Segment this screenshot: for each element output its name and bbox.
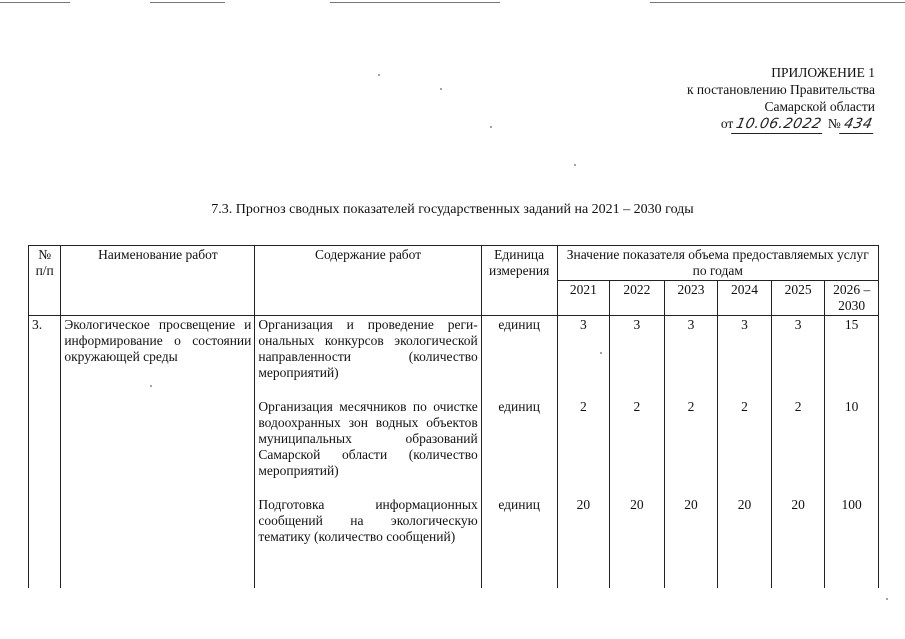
row-value: 3	[610, 316, 665, 399]
header-name: Наименование работ	[61, 246, 255, 316]
scan-speck	[574, 164, 576, 166]
row-value: 100	[825, 496, 879, 588]
row-value: 20	[771, 496, 825, 588]
scan-edge-line	[330, 2, 500, 3]
row-value: 2	[557, 398, 610, 496]
document-title: 7.3. Прогноз сводных показателей государственных заданий на 2021 – 2030 годы	[211, 202, 694, 217]
row-value: 20	[557, 496, 610, 588]
header-unit: Единица измерения	[481, 246, 557, 316]
scan-edge-line	[0, 2, 70, 3]
table-row	[29, 316, 879, 399]
appendix-decree-line: к постановлению Правительства	[686, 82, 875, 97]
forecast-table	[28, 245, 879, 588]
handwritten-date: 10.06.2022	[731, 116, 826, 134]
row-unit: единиц	[481, 496, 557, 588]
scan-speck	[886, 598, 888, 600]
section-num: 3.	[29, 316, 61, 589]
row-value: 20	[718, 496, 772, 588]
header-year: 2021	[557, 281, 610, 316]
header-year: 2022	[610, 281, 665, 316]
scan-edge-line	[150, 2, 225, 3]
row-value: 3	[557, 316, 610, 399]
scan-edge-line	[650, 2, 905, 3]
row-value: 3	[718, 316, 772, 399]
header-year: 2023	[664, 281, 718, 316]
row-value: 20	[610, 496, 665, 588]
header-values-group: Значение показателя объема предоставляемых услуг по годам	[557, 246, 878, 281]
row-content: Организация и проведение региональных конкурсов экологической направленности (количество мероприятий)	[255, 316, 481, 399]
appendix-title: ПРИЛОЖЕНИЕ 1	[771, 65, 875, 80]
scan-speck	[378, 74, 380, 76]
row-value: 20	[664, 496, 718, 588]
row-value: 2	[610, 398, 665, 496]
header-year: 2026 – 2030	[825, 281, 879, 316]
row-value: 2	[718, 398, 772, 496]
row-value: 3	[771, 316, 825, 399]
date-prefix: от	[720, 116, 734, 131]
row-content: Организация месячников по очистке водоохранных зон водных объектов муниципальных образований Самарской области (количество мероприятий)	[255, 398, 481, 496]
row-value: 2	[771, 398, 825, 496]
row-value: 2	[664, 398, 718, 496]
header-num: № п/п	[29, 246, 61, 316]
row-value: 15	[825, 316, 879, 399]
appendix-header	[635, 64, 875, 134]
scan-speck	[440, 88, 442, 90]
row-unit: единиц	[481, 316, 557, 399]
handwritten-number: 434	[839, 116, 877, 134]
row-content: Подготовка информационных сообщений на экологическую тематику (количество сообщений)	[255, 496, 481, 588]
header-year: 2024	[718, 281, 772, 316]
row-value: 3	[664, 316, 718, 399]
number-prefix: №	[827, 116, 841, 131]
row-unit: единиц	[481, 398, 557, 496]
appendix-date-line	[635, 115, 875, 134]
row-value: 10	[825, 398, 879, 496]
scan-speck	[490, 126, 492, 128]
header-content: Содержание работ	[255, 246, 481, 316]
appendix-region-line: Самарской области	[764, 99, 875, 114]
section-name: Экологическое просвещение и информирование о состоянии окружающей среды	[61, 316, 255, 589]
header-year: 2025	[771, 281, 825, 316]
